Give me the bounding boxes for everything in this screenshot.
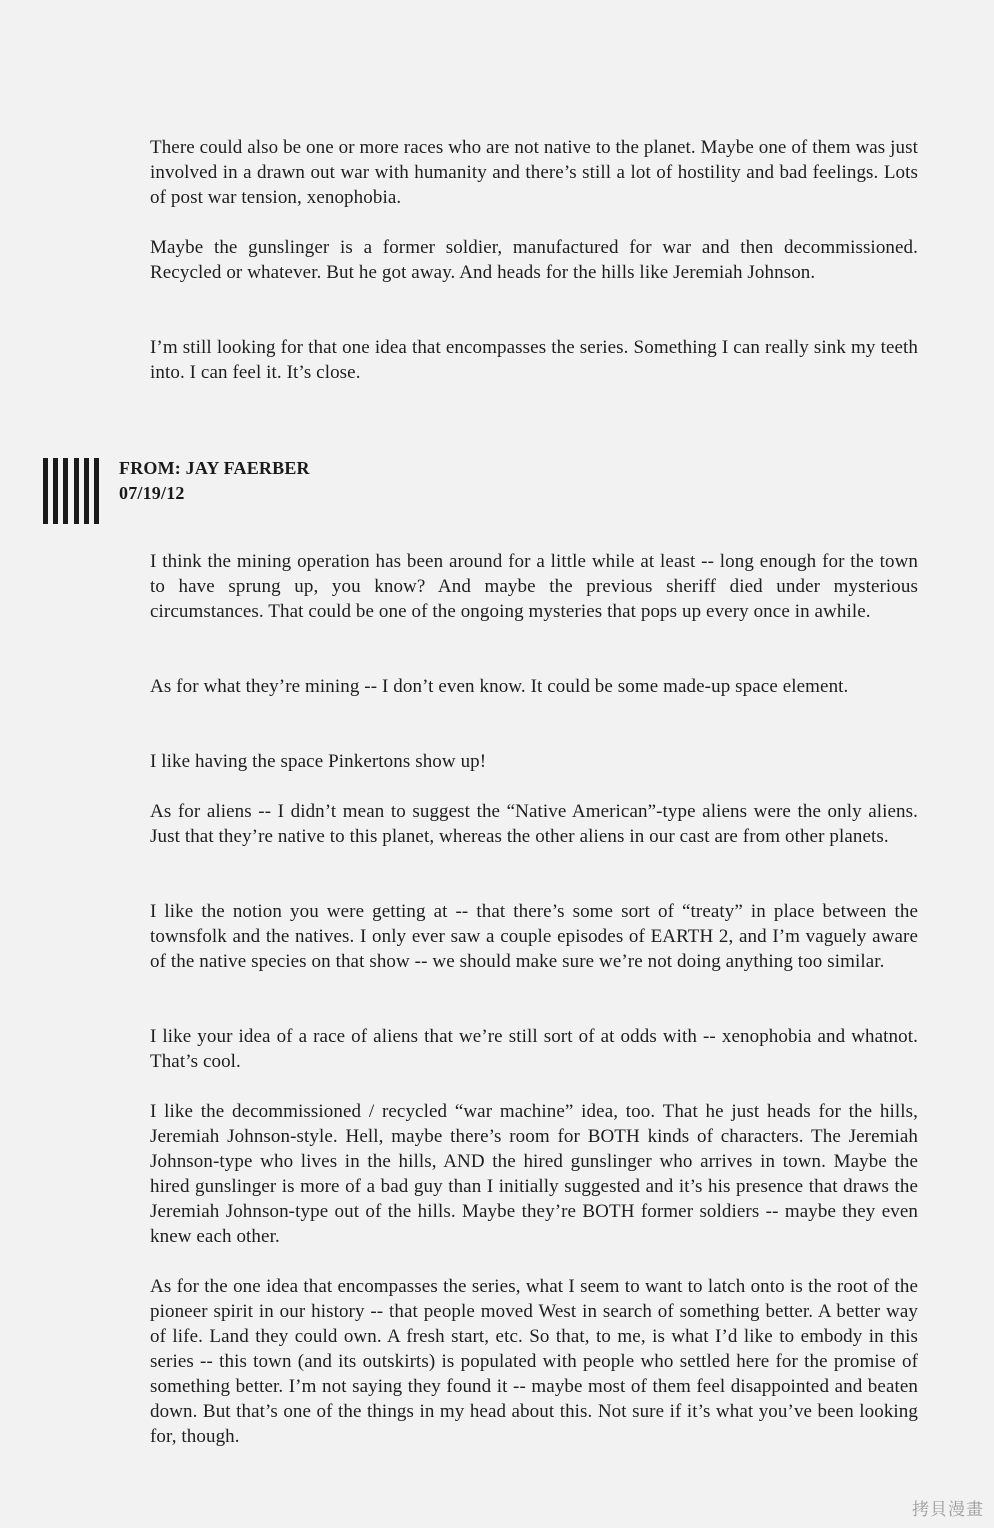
- letter-header: [119, 456, 310, 506]
- letter-paragraph: As for aliens -- I didn’t mean to suggest the “Native American”-type aliens were the only aliens. Just that they’re native to this planet, whereas the other aliens in our cast are from other planets.: [150, 801, 918, 847]
- letter-paragraph: I like having the space Pinkertons show up!: [150, 751, 487, 772]
- letter-paragraph: I like the notion you were getting at -- that there’s some sort of “treaty” in place between the townsfolk and the natives. I only ever saw a couple episodes of EARTH 2, and I’m vaguely aware of the native species on that show -- we should make sure we’re not doing anything too similar.: [150, 901, 918, 972]
- intro-paragraph: There could also be one or more races who are not native to the planet. Maybe one of them was just involved in a drawn out war with humanity and there’s still a lot of hostility and bad feelings. Lots of post war tension, xenophobia.: [150, 137, 918, 208]
- letter-paragraph: I think the mining operation has been around for a little while at least -- long enough for the town to have sprung up, you know? And maybe the previous sheriff died under mysterious circumstances. That could be one of the ongoing mysteries that pops up every once in awhile.: [150, 551, 918, 622]
- letter-paragraph: As for the one idea that encompasses the series, what I seem to want to latch onto is the root of the pioneer spirit in our history -- that people moved West in search of something better. A better way of life. Land they could own. A fresh start, etc. So that, to me, is what I’d like to embody in this series -- this town (and its outskirts) is populated with people who settled here for the promise of something better. I’m not saying they found it -- maybe most of them feel disappointed and beaten down. But that’s one of the things in my head about this. Not sure if it’s what you’ve been looking for, though.: [150, 1276, 918, 1447]
- letter-date: 07/19/12: [119, 483, 185, 503]
- letter-paragraph: As for what they’re mining -- I don’t even know. It could be some made-up space element.: [150, 676, 849, 697]
- intro-paragraph: I’m still looking for that one idea that encompasses the series. Something I can really sink my teeth into. I can feel it. It’s close.: [150, 337, 918, 383]
- letter-from: FROM: JAY FAERBER: [119, 458, 310, 478]
- letter-paragraph: I like your idea of a race of aliens that we’re still sort of at odds with -- xenophobia and whatnot. That’s cool.: [150, 1026, 918, 1072]
- letter-paragraph: I like the decommissioned / recycled “war machine” idea, too. That he just heads for the hills, Jeremiah Johnson-style. Hell, maybe there’s room for BOTH kinds of characters. The Jeremiah Johnson-type who lives in the hills, AND the hired gunslinger who arrives in town. Maybe the hired gunslinger is more of a bad guy than I initially suggested and it’s his presence that draws the Jeremiah Johnson-type out of the hills. Maybe they’re BOTH former soldiers -- maybe they even knew each other.: [150, 1101, 918, 1247]
- intro-paragraph: Maybe the gunslinger is a former soldier, manufactured for war and then decommissioned. Recycled or whatever. But he got away. And heads for the hills like Jeremiah Johnson.: [150, 237, 918, 283]
- watermark: 拷貝漫畫: [912, 1500, 984, 1520]
- tally-bars-ornament: [43, 458, 99, 524]
